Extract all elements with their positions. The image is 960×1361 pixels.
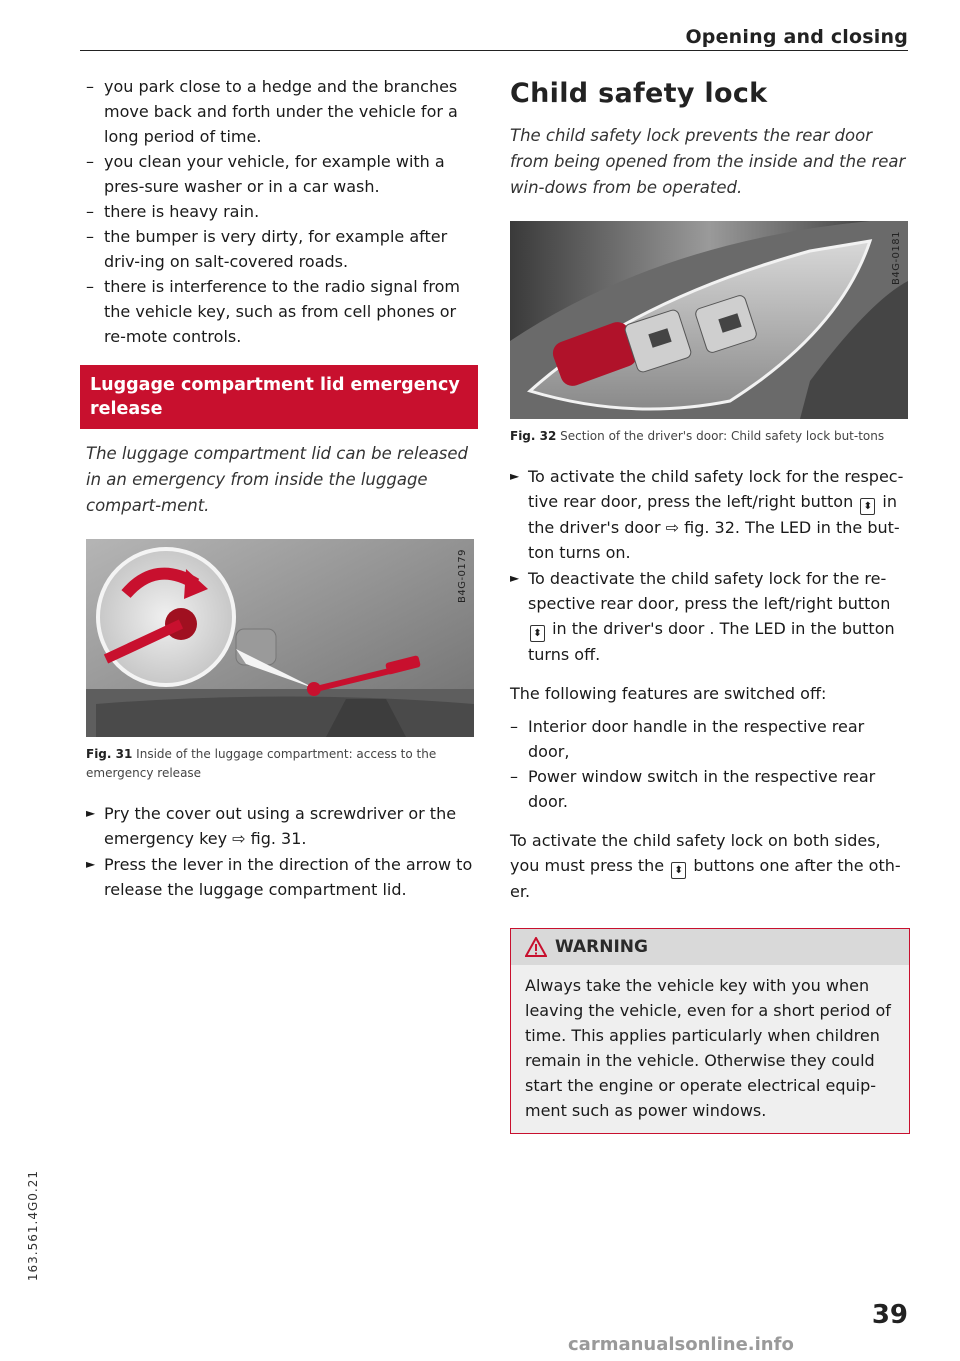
warning-box [510,928,910,1134]
list-item: ► To deactivate the child safety lock for the re-spective rear door, press the left/right button ⬍ in the driver's door . The LED in the button turns off. [510,569,895,664]
left-column [86,74,478,903]
page-number: 39 [871,1300,908,1330]
list-item: – Interior door handle in the respective rear door, [510,717,865,761]
lock-button-icon: ⬍ [530,625,545,642]
features-list [510,714,910,814]
features-intro: The following features are switched off: [510,684,827,703]
section-title: Child safety lock [510,78,768,109]
section-heading: Luggage compartment lid emergency release [80,365,478,429]
condition-list [86,74,478,349]
list-item: – there is heavy rain. [86,202,260,221]
list-item: – the bumper is very dirty, for example after driv-ing on salt-covered roads. [86,227,448,271]
list-item: – there is interference to the radio signal from the vehicle key, such as from cell phones or re-mote controls. [86,277,460,346]
child-lock-steps [510,464,910,667]
warning-triangle-icon [525,937,547,957]
section-intro: The luggage compartment lid can be released in an emergency from inside the luggage compart-ment. [86,444,469,515]
lock-button-icon: ⬍ [860,498,875,515]
both-sides-note: To activate the child safety lock on both sides, you must press the ⬍ buttons one after the oth-er. [510,831,901,901]
list-item: ► Press the lever in the direction of the arrow to release the luggage compartment lid. [86,855,473,899]
list-item: – you clean your vehicle, for example with a pres-sure washer or in a car wash. [86,152,445,196]
running-header: Opening and closing [685,26,908,48]
list-item: – Power window switch in the respective rear door. [510,767,876,811]
figure-32-image [510,221,908,419]
emergency-release-steps [86,801,478,902]
document-code: 163.561.4G0.21 [26,1170,40,1282]
list-item: ► To activate the child safety lock for the respec-tive rear door, press the left/right button ⬍ in the driver's door ⇨ fig. 32. The LED in the but-ton turns on. [510,467,904,562]
door-panel-illustration [510,221,908,419]
list-item: – you park close to a hedge and the branches move back and forth under the vehicle for a long period of time. [86,77,458,146]
luggage-compartment-illustration [86,539,474,737]
header-rule [80,50,908,51]
section-intro: The child safety lock prevents the rear door from being opened from the inside and the rear win-dows from be operated. [510,126,906,197]
figure-code: B4G-0181 [891,231,902,286]
right-column [510,74,910,1134]
warning-body: Always take the vehicle key with you when leaving the vehicle, even for a short period of time. This applies particularly when children remain in the vehicle. Otherwise they could start the engine or operate electrical equip-ment such as power windows. [511,965,909,1133]
list-item: ► Pry the cover out using a screwdriver or the emergency key ⇨ fig. 31. [86,804,457,848]
figure-32-caption: Fig. 32 Section of the driver's door: Child safety lock but-tons [510,429,885,443]
figure-31-caption: Fig. 31 Inside of the luggage compartment: access to the emergency release [86,747,437,780]
warning-title: WARNING [555,937,648,957]
figure-31-image [86,539,474,737]
watermark: carmanualsonline.info [568,1334,794,1355]
warning-header [511,929,909,965]
figure-code: B4G-0179 [457,549,468,604]
lock-button-icon: ⬍ [671,862,686,879]
